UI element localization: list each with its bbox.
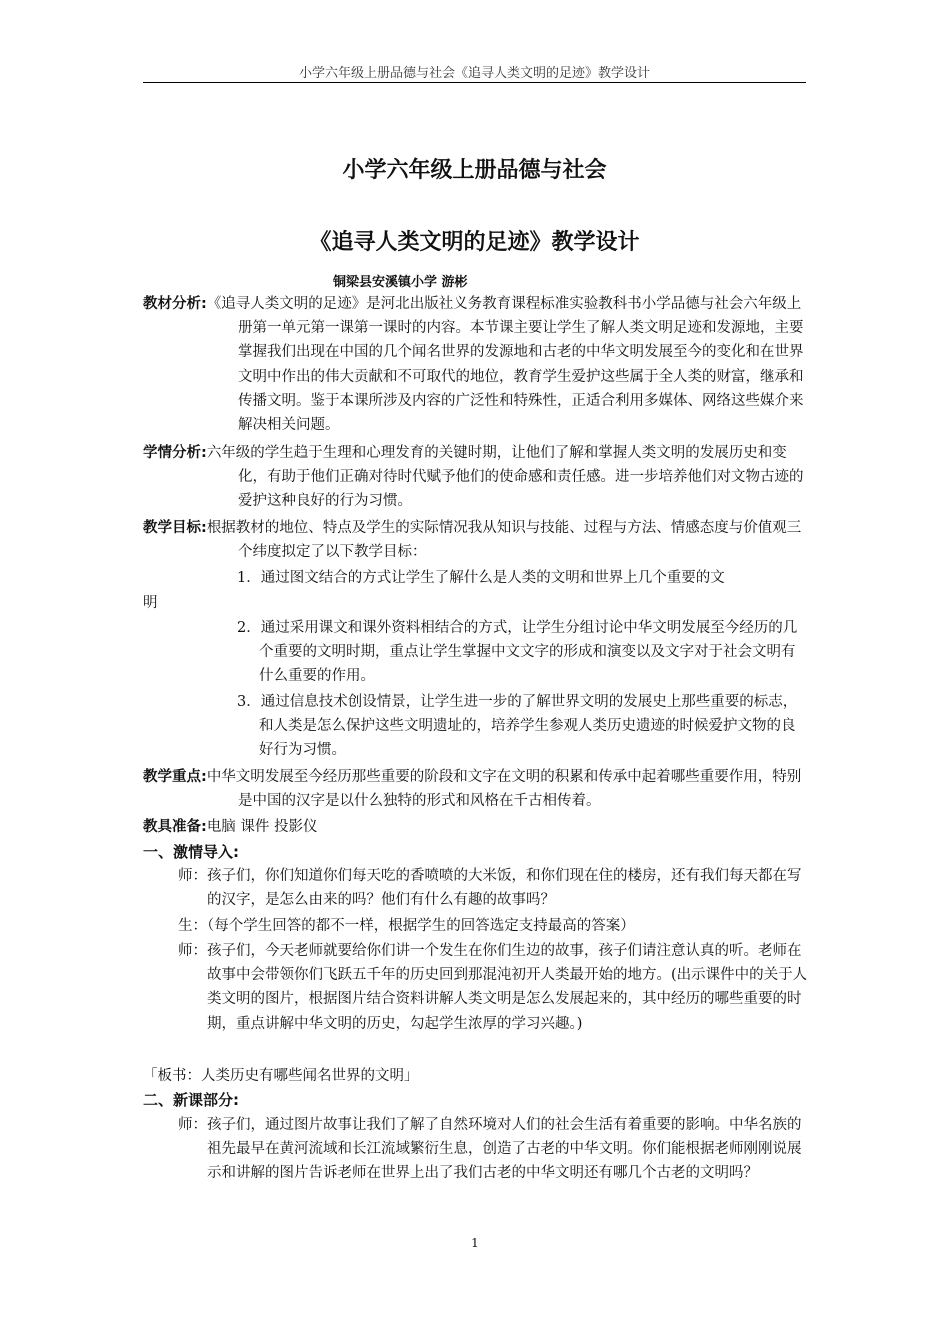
- teaching-focus: [143, 765, 807, 813]
- goal-item-3: 3．通过信息技术创设情景，让学生进一步的了解世界文明的发展史上那些重要的标志，和人类是怎么保护这些文明遗址的，培养学生参观人类历史遗迹的时候爱护文物的良好行为习惯。: [237, 694, 798, 759]
- teaching-tools-text: 电脑 课件 投影仪: [206, 819, 318, 835]
- teaching-tools-label: 教具准备:: [143, 819, 207, 835]
- running-header: 小学六年级上册品德与社会《追寻人类文明的足迹》教学设计: [298, 66, 650, 81]
- section-2-teacher-para-1: 师：孩子们，通过图片故事让我们了解了自然环境对人们的社会生活有着重要的影响。中华名族的祖先最早在黄河流域和长江流域繁衍生息，创造了古老的中华文明。你们能根据老师刚刚说展示和讲解的图片告诉老师在世界上出了我们古老的中华文明还有哪几个古老的文明吗？: [178, 1117, 802, 1182]
- teaching-focus-label: 教学重点:: [143, 769, 207, 785]
- title-line-2: 《追寻人类文明的足迹》教学设计: [309, 230, 640, 255]
- section-1-teacher-para-2: 师：孩子们，今天老师就要给你们讲一个发生在你们生边的故事，孩子们请注意认真的听。老师在故事中会带领你们飞跃五千年的历史回到那混沌初开人类最开始的地方。(出示课件中的关于人类文明的图片，根据图片结合资料讲解人类文明是怎么发展起来的，其中经历的哪些重要的时期，重点讲解中华文明的历史，勾起学生浓厚的学习兴趣。): [178, 943, 808, 1032]
- title-line-1: 小学六年级上册品德与社会: [342, 158, 607, 183]
- goal-item-2: 2．通过采用课文和课外资料相结合的方式，让学生分组讨论中华文明发展至今经历的几个重要的文明时期，重点让学生掌握中文文字的形成和演变以及文字对于社会文明有什么重要的作用。: [237, 620, 798, 685]
- material-analysis-label: 教材分析:: [143, 296, 207, 312]
- student-analysis-label: 学情分析:: [143, 445, 207, 461]
- section-2-title: 二、新课部分:: [143, 1091, 239, 1109]
- teaching-goals: [143, 516, 807, 564]
- teaching-focus-text: 中华文明发展至今经历那些重要的阶段和文字在文明的积累和传承中起着哪些重要作用，特别是中国的汉字是以什么独特的形式和风格在千古相传着。: [206, 769, 802, 810]
- header-rule: [143, 82, 806, 83]
- goal-item-1-line-2: 明: [143, 595, 158, 611]
- goal-item-1-line-1: 1．通过图文结合的方式让学生了解什么是人类的文明和世界上几个重要的文: [237, 570, 725, 586]
- section-1-teacher-para-1: 师：孩子们，你们知道你们每天吃的香喷喷的大米饭，和你们现在住的楼房，还有我们每天都在写的汉字，是怎么由来的吗？他们有什么有趣的故事吗？: [178, 868, 802, 909]
- teaching-tools: [143, 815, 807, 839]
- section-1-student-para: 生：（每个学生回答的都不一样，根据学生的回答选定支持最高的答案）: [178, 918, 635, 934]
- material-analysis-text: 《追寻人类文明的足迹》是河北出版社义务教育课程标准实验教科书小学品德与社会六年级上册第一单元第一课第一课时的内容。本节课主要让学生了解人类文明足迹和发源地，主要掌握我们出现在中国的几个闻名世界的发源地和古老的中华文明发展至今的变化和在世界文明中作出的伟大贡献和不可取代的地位，教育学生爱护这些属于全人类的财富，继承和传播文明。鉴于本课所涉及内容的广泛性和特殊性，正适合利用多媒体、网络这些媒介来解决相关问题。: [206, 296, 804, 434]
- page-number: 1: [471, 1236, 479, 1250]
- section-1-board-note: 「板书：人类历史有哪些闻名世界的文明」: [143, 1068, 419, 1084]
- student-analysis: [143, 441, 807, 514]
- student-analysis-text: 六年级的学生趋于生理和心理发育的关键时期，让他们了解和掌握人类文明的发展历史和变化，有助于他们正确对待时代赋予他们的使命感和责任感。进一步培养他们对文物古迹的爱护这种良好的行为习惯。: [206, 445, 804, 510]
- teaching-goals-label: 教学目标:: [143, 520, 207, 536]
- section-1-title: 一、激情导入:: [143, 843, 239, 861]
- teaching-goals-text: 根据教材的地位、特点及学生的实际情况我从知识与技能、过程与方法、情感态度与价值观三个纬度拟定了以下教学目标：: [206, 520, 802, 561]
- material-analysis: [143, 292, 807, 437]
- author-line: 铜梁县安溪镇小学 游彬: [333, 275, 468, 290]
